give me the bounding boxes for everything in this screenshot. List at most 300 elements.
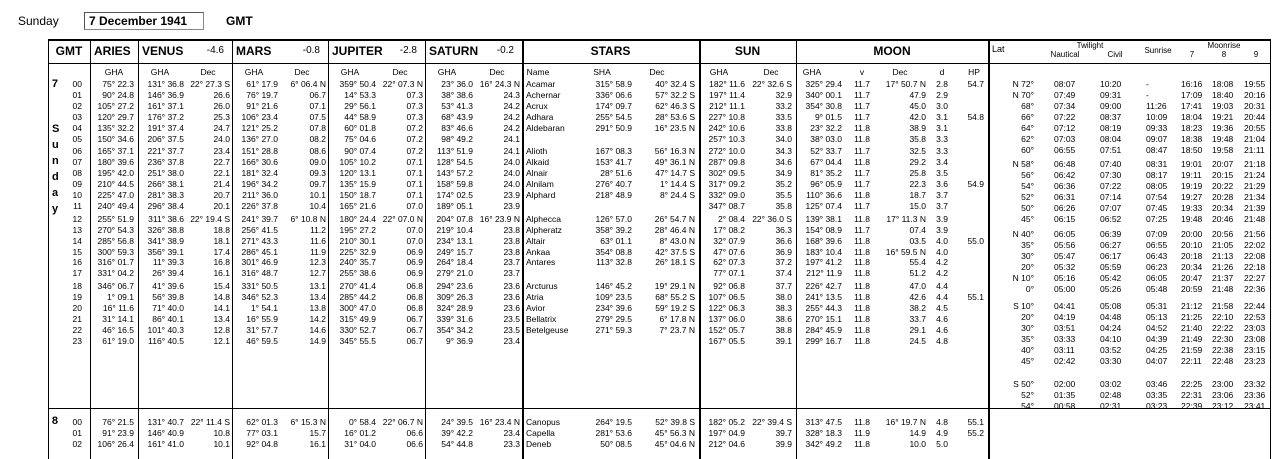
- star-dec: 42° 37.5 S: [655, 246, 695, 257]
- twilight-civil: 10:20: [1100, 79, 1122, 89]
- sun-dec: 33.2: [775, 100, 792, 111]
- lat-value: 52°: [1021, 192, 1034, 202]
- saturn-gha: 279° 21.0: [436, 268, 473, 279]
- moon-dec: 24.5: [909, 335, 926, 346]
- moon-gha: 241° 13.5: [805, 292, 842, 303]
- hour-label: 23: [72, 335, 82, 346]
- header-gmt: GMT: [55, 44, 83, 58]
- jupiter-gha: 225° 32.9: [339, 246, 376, 257]
- twilight-civil: 07:14: [1100, 192, 1122, 202]
- twilight-nautical: 07:34: [1054, 101, 1076, 111]
- twilight-civil: 03:30: [1100, 356, 1122, 366]
- sun-dec: 36.9: [775, 246, 792, 257]
- mars-dec: 11.2: [310, 224, 326, 235]
- sun-gha: 227° 10.8: [708, 111, 745, 122]
- star-dec: 68° 55.2 S: [655, 292, 695, 303]
- sun-gha: 107° 06.5: [708, 292, 745, 303]
- moon-v: 11.8: [854, 417, 870, 427]
- jupiter-gha: 359° 50.4: [339, 79, 376, 89]
- hour-label: 01: [72, 89, 82, 100]
- lat-value: 45°: [1021, 214, 1034, 224]
- saturn-dec: 16° 23.9 N: [479, 213, 520, 224]
- saturn-gha: 324° 28.9: [436, 303, 473, 313]
- weekday-letter: S: [52, 122, 60, 135]
- moon-dec: 42.6: [909, 292, 926, 303]
- sun-dec: 22° 39.4 S: [752, 417, 792, 427]
- moon-v: 11.8: [854, 292, 870, 303]
- column-divider-moon: [796, 39, 797, 459]
- venus-dec: 24.7: [213, 122, 230, 133]
- star-name: Avior: [526, 303, 546, 313]
- jupiter-dec: 06.9: [406, 246, 423, 257]
- star-name: Alkaid: [526, 157, 550, 168]
- star-sha: 291° 50.9: [595, 122, 632, 133]
- aries-gha: 255° 51.9: [97, 213, 134, 224]
- moon-dec: 10.0: [909, 438, 926, 449]
- sun-dec: 35.5: [775, 190, 792, 200]
- moon-gha: 284° 45.9: [805, 324, 842, 335]
- sun-dec: 39.1: [775, 335, 792, 346]
- venus-dec: 18.1: [213, 235, 230, 246]
- moonrise-day8: 18:08: [1212, 79, 1234, 89]
- header-lat: Lat: [992, 44, 1005, 54]
- saturn-gha: 219° 10.4: [436, 224, 473, 235]
- moonrise-day8: 21:26: [1212, 262, 1234, 272]
- aries-gha: 316° 01.7: [97, 257, 134, 268]
- moonrise-day9: 20:44: [1244, 112, 1266, 122]
- moon-d: 3.4: [936, 157, 948, 168]
- moonrise-day8: 21:13: [1212, 251, 1234, 261]
- star-name: Arcturus: [526, 281, 558, 292]
- moonrise-day7: 19:19: [1181, 181, 1203, 191]
- moonrise-day9: 23:36: [1244, 390, 1266, 400]
- moon-dec: 55.4: [909, 257, 926, 268]
- column-divider-gmt: [48, 39, 49, 459]
- jupiter-dec: 07.0: [406, 200, 423, 211]
- column-divider-mars: [232, 39, 233, 459]
- mars-dec: 11.9: [310, 246, 326, 257]
- venus-gha: 296° 38.4: [147, 200, 184, 211]
- twilight-nautical: 04:41: [1054, 301, 1076, 311]
- mars-dec: 07.1: [309, 100, 326, 111]
- sun-gha: 302° 09.5: [708, 168, 745, 179]
- jupiter-gha: 315° 49.9: [339, 313, 376, 324]
- venus-gha: 191° 37.4: [147, 122, 184, 133]
- moon-dec: 17° 50.7 N: [885, 79, 926, 89]
- saturn-gha: 39° 42.2: [441, 427, 473, 438]
- hour-label: 19: [72, 292, 82, 303]
- hour-label: 09: [72, 179, 82, 190]
- venus-gha: 341° 38.9: [147, 235, 184, 246]
- mars-dec: 11.6: [310, 235, 326, 246]
- twilight-nautical: 07:22: [1054, 112, 1076, 122]
- moon-gha: 197° 41.2: [805, 257, 842, 268]
- moon-dec: 51.2: [909, 268, 926, 279]
- star-sha: 126° 57.0: [595, 213, 632, 224]
- sunrise-time: 04:39: [1146, 334, 1168, 344]
- moonrise-day7: 17:41: [1181, 101, 1203, 111]
- star-dec: 45° 56.3 N: [654, 427, 695, 438]
- subhead-hp: HP: [968, 67, 980, 77]
- saturn-dec: 24.2: [503, 100, 520, 111]
- saturn-gha: 234° 13.1: [436, 235, 473, 246]
- aries-gha: 91° 23.9: [102, 427, 134, 438]
- moonrise-day7: 21:40: [1181, 323, 1203, 333]
- jupiter-dec: 06.6: [406, 438, 423, 449]
- star-sha: 174° 09.7: [595, 100, 632, 111]
- venus-gha: 266° 38.1: [147, 179, 184, 190]
- moon-v: 11.8: [854, 157, 870, 168]
- twilight-nautical: 05:32: [1054, 262, 1076, 272]
- lat-value: 52°: [1021, 390, 1034, 400]
- jupiter-dec: 07.0: [406, 235, 423, 246]
- twilight-civil: 03:02: [1100, 379, 1122, 389]
- moon-gha: 38° 03.0: [810, 133, 842, 144]
- aries-gha: 105° 27.2: [97, 100, 134, 111]
- moonrise-day8: 20:22: [1212, 181, 1234, 191]
- moon-v: 11.8: [854, 313, 870, 324]
- moon-d: 3.3: [936, 133, 948, 144]
- lat-value: 54°: [1021, 401, 1034, 411]
- venus-dec: 22.7: [213, 157, 230, 168]
- twilight-nautical: 05:47: [1054, 251, 1076, 261]
- moonrise-day8: 23:00: [1212, 379, 1234, 389]
- saturn-dec: 23.7: [503, 257, 520, 268]
- moon-hp: 54.7: [967, 79, 984, 89]
- star-name: Alioth: [526, 146, 548, 157]
- jupiter-gha: 0° 58.4: [348, 417, 376, 427]
- lat-value: 64°: [1021, 123, 1034, 133]
- mars-gha: 61° 17.9: [246, 79, 278, 89]
- sun-dec: 34.6: [775, 157, 792, 168]
- jupiter-dec: 07.1: [406, 190, 423, 200]
- star-dec: 1° 14.4 S: [659, 179, 695, 190]
- venus-dec: 16.1: [213, 268, 230, 279]
- twilight-nautical: 06:05: [1054, 229, 1076, 239]
- moon-dec: 22.3: [909, 179, 926, 190]
- star-sha: 63° 01.1: [600, 235, 632, 246]
- mars-dec: 10.4: [309, 200, 326, 211]
- jupiter-dec: 06.9: [406, 257, 423, 268]
- moon-dec: 18.7: [909, 190, 926, 200]
- sun-dec: 22° 36.0 S: [752, 213, 792, 224]
- moonrise-day7: 17:09: [1181, 90, 1203, 100]
- moon-gha: 23° 32.2: [810, 122, 842, 133]
- moon-gha: 270° 15.1: [805, 313, 842, 324]
- saturn-gha: 53° 41.3: [441, 100, 473, 111]
- subhead-v: v: [859, 67, 865, 77]
- mars-dec: 07.8: [309, 122, 326, 133]
- moonrise-day8: 19:03: [1212, 101, 1234, 111]
- moon-d: 2.8: [936, 79, 948, 89]
- mars-gha: 196° 34.2: [241, 179, 278, 190]
- weekday-letter: n: [52, 154, 59, 167]
- moonrise-day7: 20:59: [1181, 284, 1203, 294]
- header-stars: STARS: [590, 44, 631, 58]
- jupiter-gha: 345° 55.5: [339, 335, 376, 346]
- moon-gha: 183° 10.4: [805, 246, 842, 257]
- mars-gha: 331° 50.5: [241, 281, 278, 292]
- twilight-nautical: 08:07: [1054, 79, 1076, 89]
- sunrise-time: 03:46: [1146, 379, 1168, 389]
- almanac-table: [48, 39, 1270, 459]
- star-dec: 7° 23.7 N: [659, 324, 695, 335]
- venus-dec: 13.4: [213, 313, 230, 324]
- star-sha: 336° 06.6: [595, 89, 632, 100]
- moonrise-day7: 21:12: [1181, 301, 1203, 311]
- mars-gha: 136° 27.0: [241, 133, 278, 144]
- subhead-dec: Dec: [392, 67, 408, 77]
- jupiter-dec: 06.8: [406, 281, 423, 292]
- moonrise-day8: 20:28: [1212, 192, 1234, 202]
- moonrise-day7: 22:31: [1181, 390, 1203, 400]
- subhead-dec: Dec: [649, 67, 665, 77]
- aries-gha: 61° 19.0: [102, 335, 134, 346]
- hour-label: 15: [72, 246, 82, 257]
- venus-gha: 131° 36.8: [147, 79, 184, 89]
- sun-gha: 347° 08.7: [708, 200, 745, 211]
- sun-gha: 182° 11.6: [709, 79, 745, 89]
- sunrise-time: 08:05: [1146, 181, 1168, 191]
- jupiter-gha: 330° 52.7: [339, 324, 376, 335]
- moon-d: 3.5: [936, 168, 948, 179]
- saturn-dec: 23.5: [503, 324, 520, 335]
- mars-gha: 211° 36.0: [242, 190, 278, 200]
- star-name: Alpheratz: [526, 224, 562, 235]
- hour-label: 00: [72, 417, 82, 427]
- column-divider-venus: [138, 39, 139, 459]
- moonrise-day9: 21:24: [1244, 170, 1266, 180]
- sun-gha: 47° 07.6: [713, 246, 745, 257]
- sunrise-time: 06:23: [1146, 262, 1168, 272]
- moonrise-day9: 22:02: [1244, 240, 1266, 250]
- mars-gha: 316° 48.7: [241, 268, 278, 279]
- moonrise-day9: 23:08: [1244, 334, 1266, 344]
- star-dec: 19° 29.1 N: [654, 281, 695, 292]
- moon-gha: 226° 42.7: [805, 281, 842, 292]
- sunrise-time: 04:07: [1146, 356, 1168, 366]
- column-divider-end: [1270, 39, 1271, 459]
- saturn-dec: 23.8: [503, 246, 520, 257]
- moon-v: 11.8: [854, 246, 870, 257]
- moon-d: 3.9: [936, 224, 948, 235]
- aries-gha: 46° 16.5: [102, 324, 134, 335]
- mars-dec: 14.9: [309, 335, 326, 346]
- hour-label: 12: [72, 213, 82, 224]
- star-name: Ankaa: [526, 246, 551, 257]
- jupiter-gha: 75° 04.6: [344, 133, 376, 144]
- moon-v: 11.8: [854, 268, 870, 279]
- aries-gha: 31° 14.1: [102, 313, 134, 324]
- venus-dec: 23.4: [213, 146, 230, 157]
- sunrise-time: -: [1146, 90, 1149, 100]
- jupiter-gha: 165° 21.6: [339, 200, 376, 211]
- aries-gha: 76° 21.5: [102, 417, 134, 427]
- header-jupiter: JUPITER -2.8: [332, 41, 421, 61]
- moon-dec: 16° 59.5 N: [885, 246, 926, 257]
- moonrise-day8: 20:56: [1212, 229, 1234, 239]
- hour-label: 16: [72, 257, 82, 268]
- mars-dec: 6° 06.4 N: [290, 79, 326, 89]
- twilight-civil: 05:26: [1100, 284, 1122, 294]
- moon-dec: 07.4: [909, 224, 926, 235]
- moonrise-day9: 23:41: [1244, 401, 1266, 411]
- moonrise-day8: 18:40: [1212, 90, 1234, 100]
- moon-dec: 33.7: [909, 313, 926, 324]
- moonrise-day8: 20:07: [1212, 159, 1234, 169]
- mars-gha: 1° 54.1: [250, 303, 278, 313]
- venus-gha: 251° 38.0: [147, 168, 184, 179]
- lat-value: N 70°: [1012, 90, 1034, 100]
- mars-gha: 91° 21.6: [246, 100, 278, 111]
- jupiter-dec: 07.2: [406, 146, 423, 157]
- saturn-gha: 83° 46.6: [441, 122, 473, 133]
- venus-dec: 22.1: [213, 168, 230, 179]
- venus-dec: 25.3: [213, 111, 230, 122]
- weekday-letter: u: [52, 138, 59, 151]
- hour-label: 04: [72, 122, 82, 133]
- twilight-civil: 07:51: [1100, 145, 1122, 155]
- venus-dec: 17.4: [213, 246, 230, 257]
- moon-v: 11.8: [854, 257, 870, 268]
- saturn-gha: 9° 36.9: [445, 335, 473, 346]
- moonrise-day9: 21:18: [1244, 159, 1266, 169]
- mars-dec: 14.2: [309, 313, 326, 324]
- lat-value: 35°: [1021, 334, 1034, 344]
- twilight-civil: 04:10: [1100, 334, 1122, 344]
- jupiter-gha: 14° 53.3: [344, 89, 376, 100]
- mars-dec: 16.1: [309, 438, 326, 449]
- star-name: Acrux: [526, 100, 548, 111]
- hour-label: 14: [72, 235, 82, 246]
- weekday-label: Sunday: [18, 14, 59, 28]
- twilight-civil: 03:52: [1100, 345, 1122, 355]
- mars-dec: 13.4: [309, 292, 326, 303]
- hour-label: 17: [72, 268, 82, 279]
- star-name: Alphard: [526, 190, 556, 200]
- sun-dec: 35.2: [775, 179, 792, 190]
- moonrise-day9: 21:39: [1244, 203, 1266, 213]
- venus-gha: 206° 37.5: [147, 133, 184, 144]
- twilight-nautical: 04:19: [1054, 312, 1076, 322]
- star-sha: 153° 41.7: [595, 157, 632, 168]
- mars-gha: 46° 59.5: [246, 335, 278, 346]
- moonrise-day9: 21:11: [1244, 145, 1265, 155]
- saturn-dec: 23.4: [503, 427, 520, 438]
- venus-gha: 71° 40.0: [152, 303, 184, 313]
- moon-d: 2.9: [936, 89, 948, 100]
- header-moonrise-day: 9: [1253, 50, 1259, 59]
- star-dec: 28° 53.6 S: [655, 111, 695, 122]
- moon-v: 11.7: [854, 179, 870, 190]
- moon-hp: 55.2: [967, 427, 984, 438]
- moonrise-day7: 21:25: [1181, 312, 1203, 322]
- subhead-gha: GHA: [340, 67, 360, 77]
- venus-gha: 41° 39.6: [152, 281, 184, 292]
- moonrise-day9: 19:55: [1244, 79, 1266, 89]
- sun-dec: 38.6: [775, 313, 792, 324]
- hour-label: 02: [72, 100, 82, 111]
- saturn-gha: 113° 51.9: [437, 146, 473, 157]
- venus-gha: 26° 39.4: [152, 268, 184, 279]
- venus-dec: 14.8: [213, 292, 230, 303]
- header-moonrise-day: 7: [1189, 50, 1195, 59]
- moon-d: 3.7: [936, 190, 948, 200]
- subhead-dec: Dec: [892, 67, 908, 77]
- hour-label: 20: [72, 303, 82, 313]
- moonrise-day9: 20:16: [1244, 90, 1266, 100]
- moon-gha: 125° 07.4: [805, 200, 842, 211]
- moonrise-day8: 20:34: [1212, 203, 1234, 213]
- venus-dec: 18.8: [213, 224, 230, 235]
- lat-value: 20°: [1021, 262, 1034, 272]
- subhead-sha: SHA: [593, 67, 611, 77]
- saturn-dec: 24.1: [503, 133, 520, 144]
- twilight-nautical: 06:26: [1054, 203, 1076, 213]
- sunrise-time: 05:31: [1146, 301, 1168, 311]
- moonrise-day9: 23:32: [1244, 379, 1266, 389]
- venus-gha: 116° 40.5: [148, 335, 184, 346]
- twilight-nautical: 06:48: [1054, 159, 1076, 169]
- twilight-civil: 06:39: [1100, 229, 1122, 239]
- column-divider-aries: [90, 39, 91, 459]
- star-sha: 315° 58.9: [595, 79, 632, 89]
- venus-dec: 10.8: [213, 427, 230, 438]
- saturn-gha: 354° 34.2: [436, 324, 473, 335]
- hour-label: 07: [72, 157, 82, 168]
- sun-dec: 36.3: [775, 224, 792, 235]
- saturn-gha: 189° 05.1: [436, 200, 473, 211]
- moonrise-day8: 20:15: [1212, 170, 1234, 180]
- star-dec: 8° 43.0 N: [659, 235, 695, 246]
- moon-v: 11.8: [854, 281, 870, 292]
- venus-gha: 101° 40.3: [147, 324, 184, 335]
- mars-dec: 06.7: [309, 89, 326, 100]
- date-input[interactable]: 7 December 1941: [84, 12, 204, 30]
- sun-dec: 33.8: [775, 122, 792, 133]
- aries-gha: 240° 49.4: [97, 200, 134, 211]
- moon-gha: 168° 39.6: [805, 235, 842, 246]
- venus-dec: 20.1: [213, 200, 230, 211]
- star-dec: 40° 32.4 S: [655, 79, 695, 89]
- star-sha: 218° 48.9: [595, 190, 632, 200]
- sunrise-time: 04:52: [1146, 323, 1168, 333]
- moonrise-day7: 19:01: [1181, 159, 1203, 169]
- venus-dec: 12.1: [213, 335, 230, 346]
- moon-dec: 29.1: [909, 324, 926, 335]
- moon-v: 11.7: [854, 146, 870, 157]
- saturn-dec: 24.0: [503, 168, 520, 179]
- moon-d: 4.0: [936, 246, 948, 257]
- hour-label: 08: [72, 168, 82, 179]
- moonrise-day9: 20:31: [1244, 101, 1266, 111]
- mars-gha: 166° 30.6: [241, 157, 278, 168]
- column-divider-sun: [699, 39, 701, 459]
- sun-gha: 182° 05.2: [708, 417, 745, 427]
- twilight-nautical: 06:42: [1054, 170, 1076, 180]
- moonrise-day8: 22:10: [1212, 312, 1234, 322]
- twilight-civil: 07:22: [1100, 181, 1122, 191]
- lat-value: 62°: [1021, 134, 1034, 144]
- star-name: Adhara: [526, 111, 554, 122]
- venus-gha: 86° 40.1: [152, 313, 184, 324]
- moonrise-day9: 21:48: [1244, 214, 1266, 224]
- sun-gha: 197° 11.4: [709, 89, 745, 100]
- hour-label: 22: [72, 324, 82, 335]
- sun-gha: 137° 06.0: [708, 313, 745, 324]
- sun-dec: 36.6: [775, 235, 792, 246]
- jupiter-dec: 07.0: [406, 224, 423, 235]
